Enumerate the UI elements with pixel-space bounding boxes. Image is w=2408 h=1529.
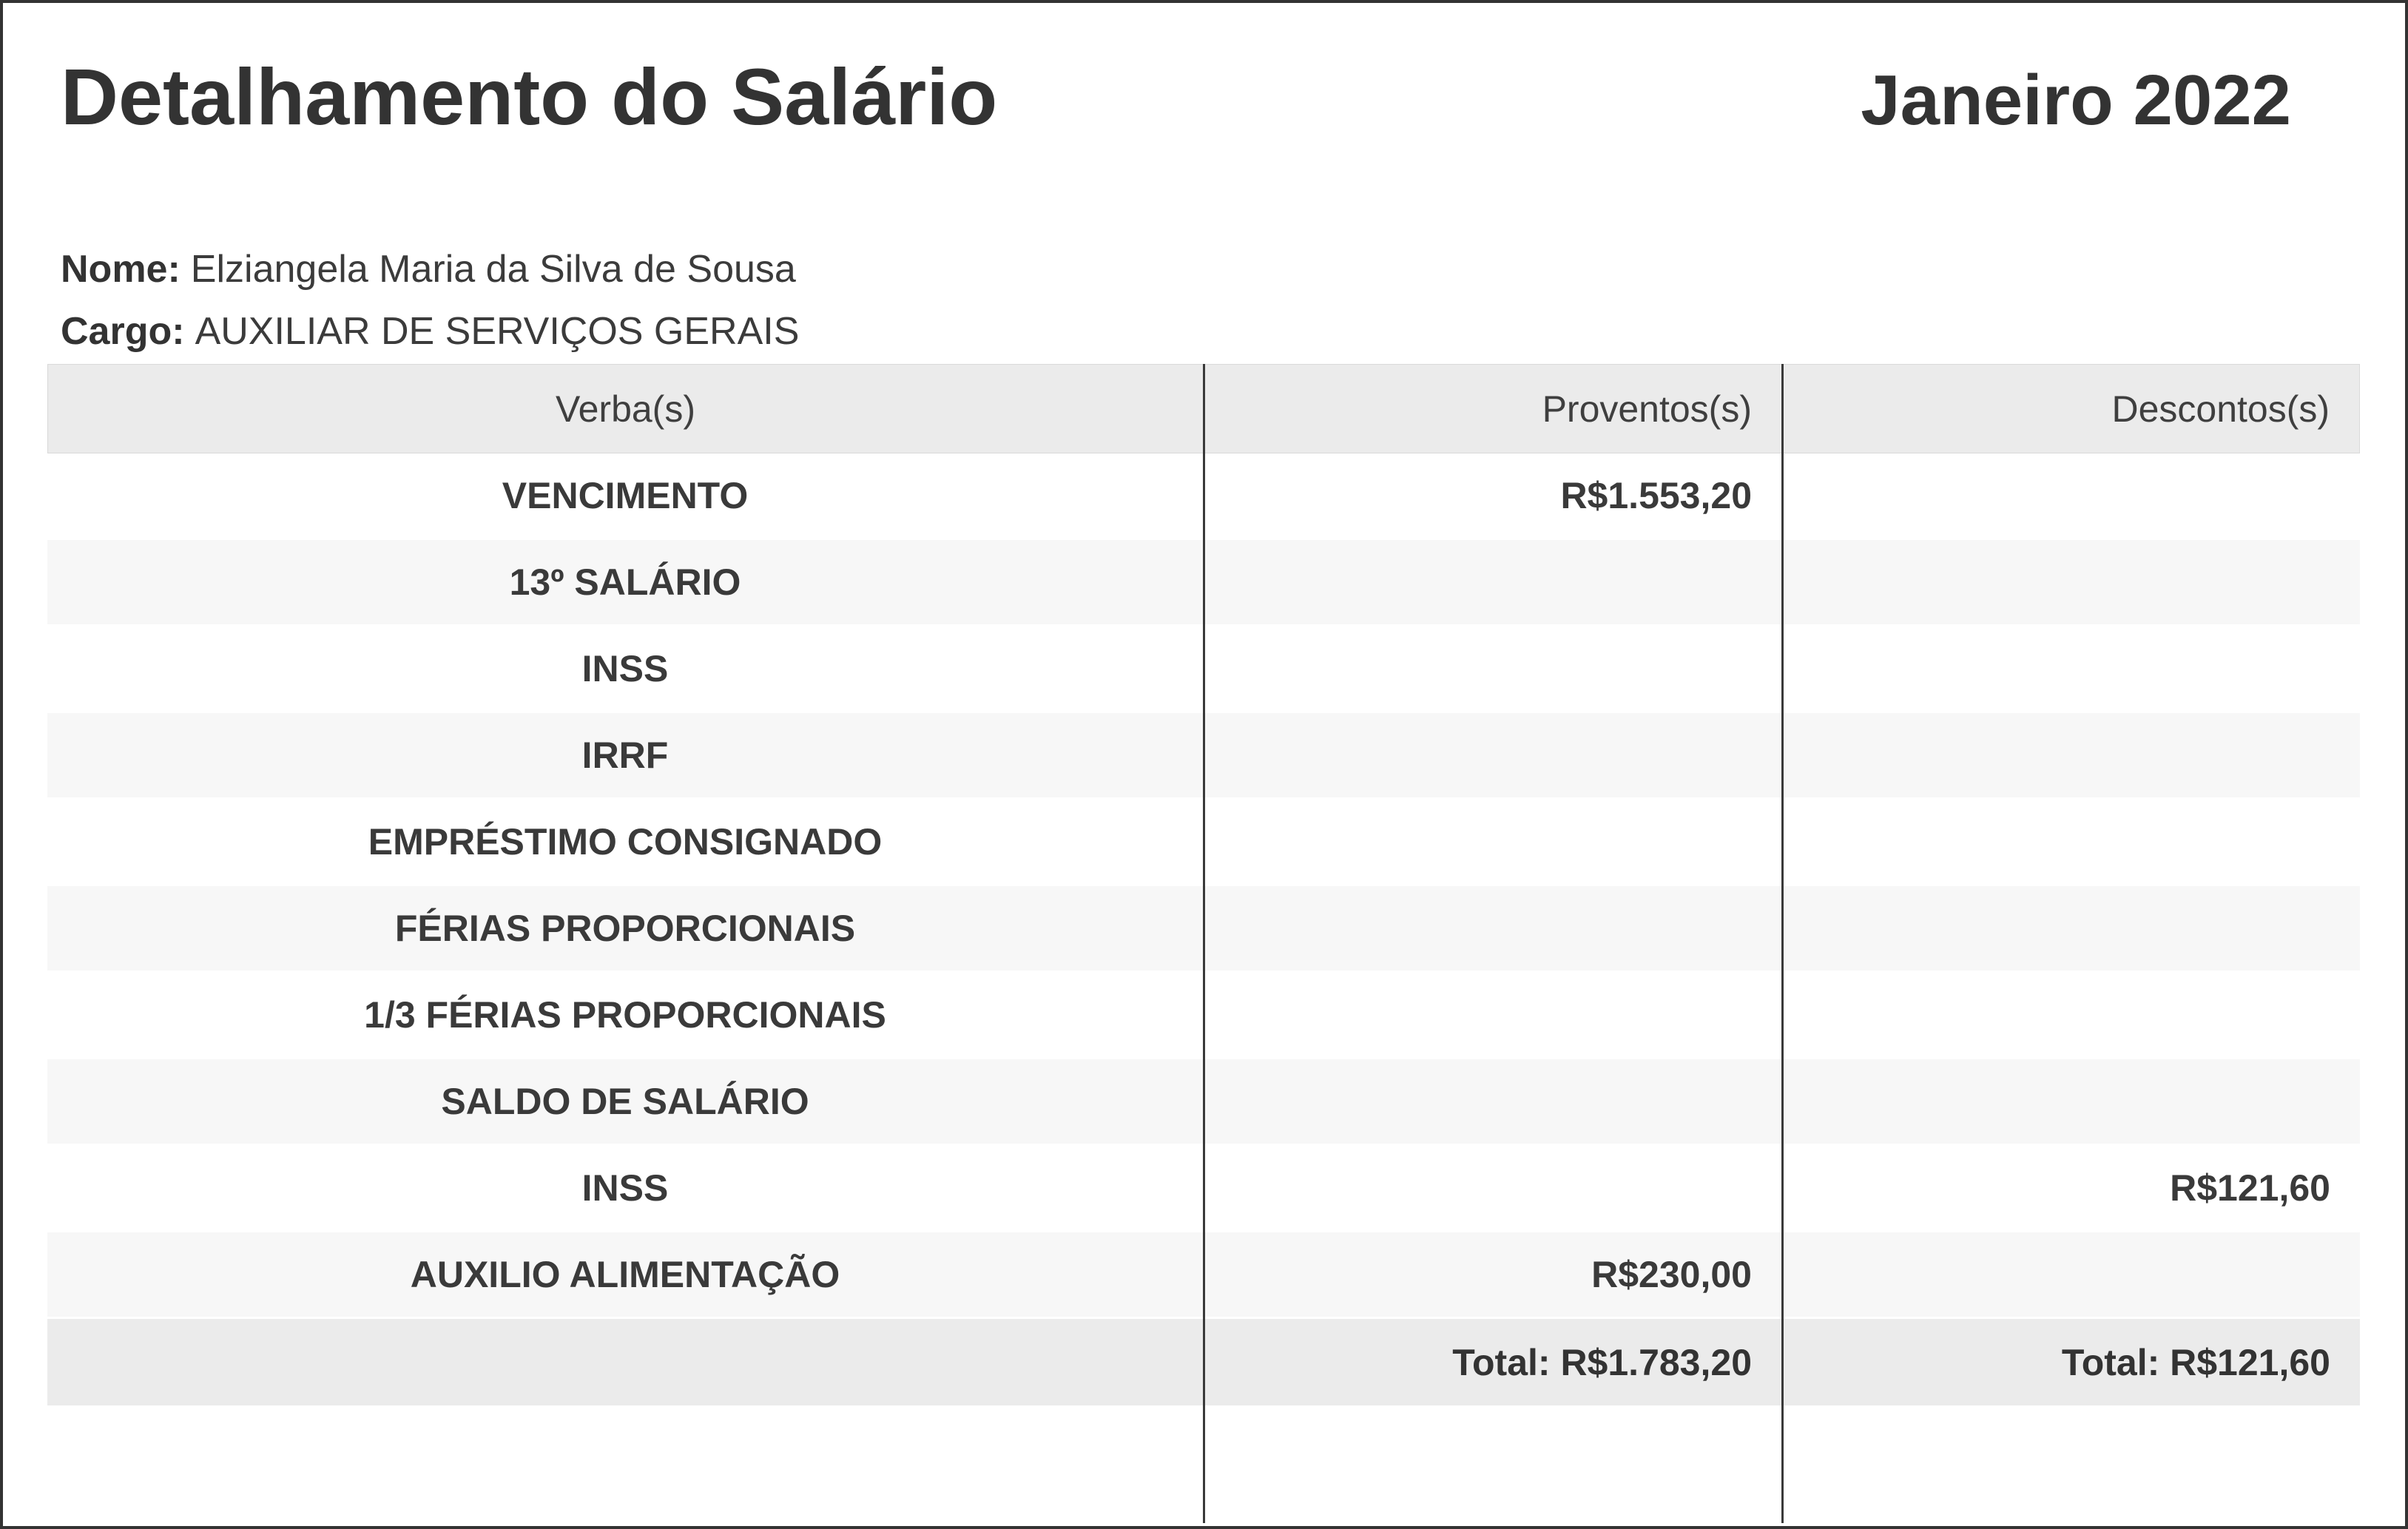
cell-proventos: R$1.553,20 <box>1203 453 1781 540</box>
salary-table <box>47 364 2360 1523</box>
role-value: AUXILIAR DE SERVIÇOS GERAIS <box>195 309 800 353</box>
cell-proventos <box>1203 886 1781 973</box>
cell-proventos <box>1203 540 1781 627</box>
cell-proventos <box>1203 800 1781 886</box>
cell-descontos <box>1781 453 2360 540</box>
cell-verba: FÉRIAS PROPORCIONAIS <box>47 886 1203 973</box>
page-title: Detalhamento do Salário <box>61 52 998 141</box>
cell-totals-spacer <box>47 1319 1203 1405</box>
cell-descontos <box>1781 713 2360 800</box>
cell-proventos <box>1203 627 1781 713</box>
employee-role-line <box>61 300 2405 362</box>
cell-verba: AUXILIO ALIMENTAÇÃO <box>47 1232 1203 1319</box>
cell-descontos <box>1781 540 2360 627</box>
cell-descontos <box>1781 1059 2360 1146</box>
total-descontos: Total: R$121,60 <box>1781 1319 2360 1405</box>
cell-proventos: R$230,00 <box>1203 1232 1781 1319</box>
cell-proventos <box>1203 1059 1781 1146</box>
column-divider-2 <box>1781 364 1784 1523</box>
cell-verba: 1/3 FÉRIAS PROPORCIONAIS <box>47 973 1203 1059</box>
total-proventos: Total: R$1.783,20 <box>1203 1319 1781 1405</box>
cell-descontos <box>1781 973 2360 1059</box>
cell-descontos <box>1781 800 2360 886</box>
cell-verba: 13º SALÁRIO <box>47 540 1203 627</box>
period-label: Janeiro 2022 <box>1861 61 2291 140</box>
cell-descontos: R$121,60 <box>1781 1146 2360 1232</box>
cell-proventos <box>1203 973 1781 1059</box>
name-label: Nome: <box>61 247 181 291</box>
cell-verba: IRRF <box>47 713 1203 800</box>
cell-descontos <box>1781 627 2360 713</box>
cell-verba: VENCIMENTO <box>47 453 1203 540</box>
cell-descontos <box>1781 1232 2360 1319</box>
cell-verba: EMPRÉSTIMO CONSIGNADO <box>47 800 1203 886</box>
column-header-proventos: Proventos(s) <box>1203 364 1781 453</box>
titlebar <box>3 3 2405 145</box>
cell-descontos <box>1781 886 2360 973</box>
role-label: Cargo: <box>61 309 185 353</box>
column-header-descontos: Descontos(s) <box>1781 364 2360 453</box>
column-header-verba: Verba(s) <box>47 364 1203 453</box>
employee-info <box>61 238 2405 362</box>
name-value: Elziangela Maria da Silva de Sousa <box>190 247 796 291</box>
cell-proventos <box>1203 1146 1781 1232</box>
cell-verba: SALDO DE SALÁRIO <box>47 1059 1203 1146</box>
cell-proventos <box>1203 713 1781 800</box>
column-divider-1 <box>1203 364 1205 1523</box>
cell-verba: INSS <box>47 1146 1203 1232</box>
employee-name-line <box>61 238 2405 300</box>
cell-verba: INSS <box>47 627 1203 713</box>
